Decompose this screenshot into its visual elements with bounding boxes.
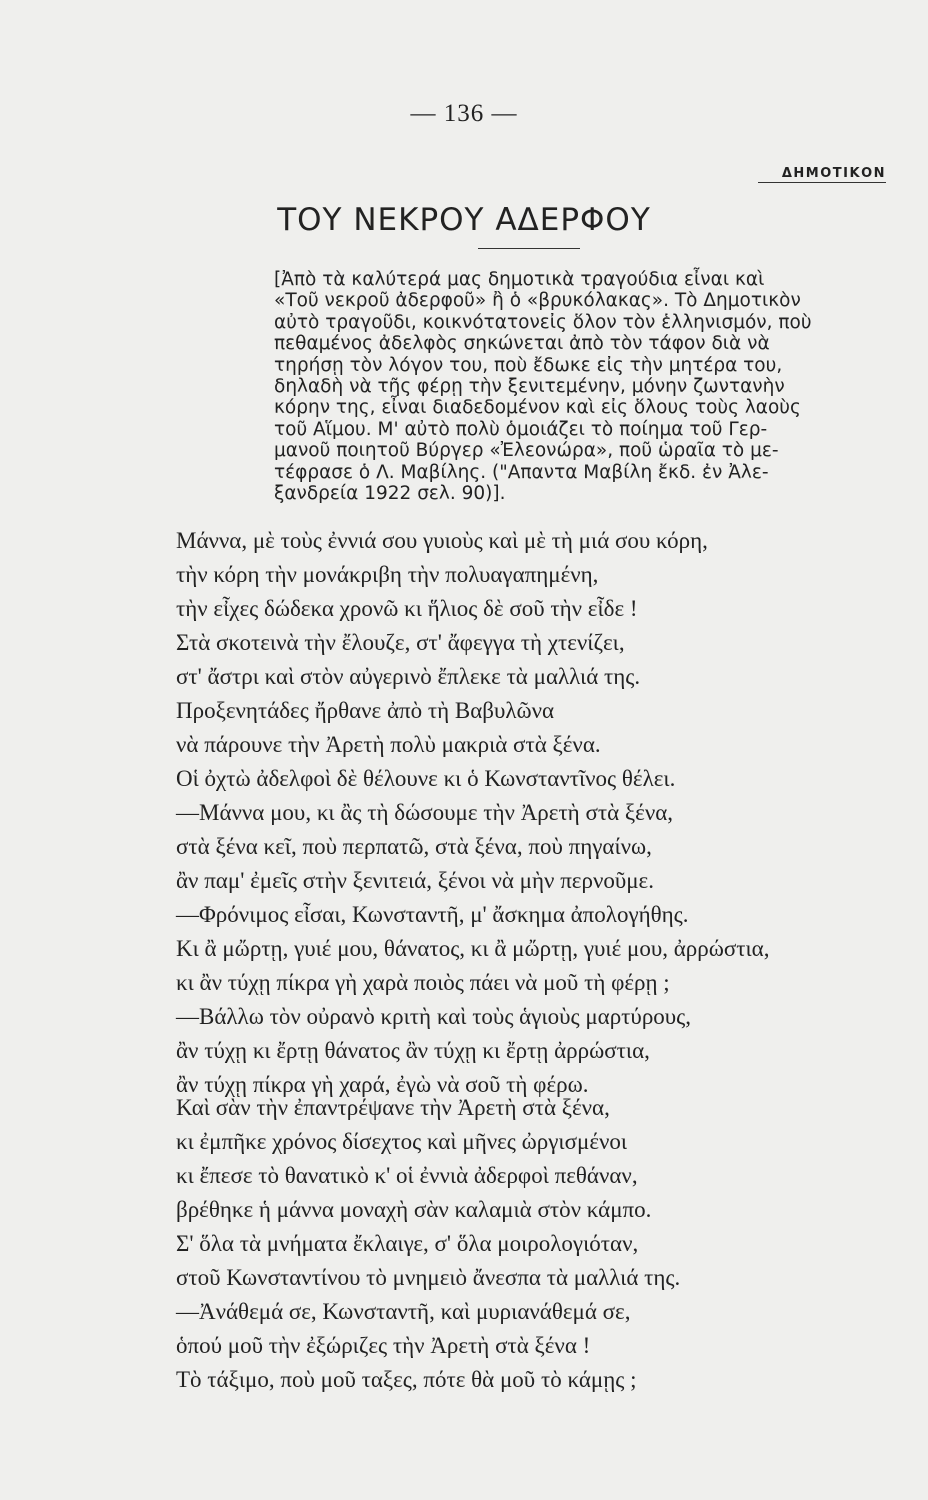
section-label: ΔΗΜΟΤΙΚΟΝ [781, 166, 886, 181]
intro-line: δηλαδὴ νὰ τῆς φέρῃ τὴν ξενιτεμένην, μόνην ζωντανὴν [274, 375, 785, 397]
verse-line: Οἱ ὀχτὼ ἀδελφοὶ δὲ θέλουνε κι ὁ Κωνσταντῖνος θέλει. [176, 766, 676, 791]
verse-line: Καὶ σὰν τὴν ἐπαντρέψανε τὴν Ἀρετὴ στὰ ξένα, [176, 1095, 610, 1120]
intro-line: «Τοῦ νεκροῦ ἀδερφοῦ» ἢ ὁ «βρυκόλακας». Τὸ Δημοτικὸν [274, 290, 801, 312]
verse-line: Μάννα, μὲ τοὺς ἐννιά σου γυιοὺς καὶ μὲ τὴ μιά σου κόρη, [176, 528, 708, 553]
verse-line: ὁπού μοῦ τὴν ἐξώριζες τὴν Ἀρετὴ στὰ ξένα ! [176, 1333, 591, 1358]
intro-line: τοῦ Αἵμου. Μ' αὐτὸ πολὺ ὁμοιάζει τὸ ποίημα τοῦ Γερ- [274, 418, 768, 440]
poem-title: ΤΟΥ ΝΕΚΡΟΥ ΑΔΕΡΦΟΥ [277, 202, 651, 238]
verse-line: ἂν τύχῃ πίκρα γὴ χαρά, ἐγὼ νὰ σοῦ τὴ φέρω. [176, 1072, 589, 1097]
intro-note [274, 269, 888, 504]
title-underline [478, 248, 580, 249]
intro-line: κόρην της, εἶναι διαδεδομένον καὶ εἰς ὅλους τοὺς λαοὺς [274, 397, 801, 419]
verse-line: τὴν εἶχες δώδεκα χρονῶ κι ἥλιος δὲ σοῦ τὴν εἶδε ! [176, 596, 638, 621]
verse-line: βρέθηκε ἡ μάννα μοναχὴ σὰν καλαμιὰ στὸν κάμπο. [176, 1197, 652, 1222]
verse-line: Στὰ σκοτεινὰ τὴν ἔλουζε, στ' ἄφεγγα τὴ χτενίζει, [176, 630, 625, 655]
intro-line: τέφρασε ὁ Λ. Μαβίλης. ("Απαντα Μαβίλη ἔκδ. ἐν Ἀλε- [274, 461, 769, 483]
verse-line: στοῦ Κωνσταντίνου τὸ μνημειὸ ἄνεσπα τὰ μαλλιά της. [176, 1265, 681, 1290]
verse-line: Τὸ τάξιμο, ποὺ μοῦ ταξες, πότε θὰ μοῦ τὸ κάμῃς ; [176, 1367, 637, 1392]
verse-line: —Ἀνάθεμά σε, Κωνσταντῆ, καὶ μυριανάθεμά σε, [176, 1299, 631, 1324]
intro-line: [Ἀπὸ τὰ καλύτερά μας δημοτικὰ τραγούδια εἶναι καὶ [274, 269, 765, 290]
verse-line: νὰ πάρουνε τὴν Ἀρετὴ πολὺ μακριὰ στὰ ξένα. [176, 732, 601, 757]
verse-line: Σ' ὅλα τὰ μνήματα ἔκλαιγε, σ' ὅλα μοιρολογιόταν, [176, 1231, 639, 1256]
verse-line: —Βάλλω τὸν οὐρανὸ κριτὴ καὶ τοὺς ἁγιοὺς μαρτύρους, [176, 1004, 692, 1029]
verse-line: Κι ἂ μὤρτῃ, γυιέ μου, θάνατος, κι ἂ μὤρτῃ, γυιέ μου, ἀρρώστια, [176, 936, 770, 961]
intro-line: αὐτὸ τραγοῦδι, κοικνότατονεἰς ὅλον τὸν ἑλληνισμόν, ποὺ [274, 311, 812, 333]
verse-line: κι ἂν τύχῃ πίκρα γὴ χαρὰ ποιὸς πάει νὰ μοῦ τὴ φέρῃ ; [176, 970, 670, 995]
verse-line: ἂν παμ' ἐμεῖς στὴν ξενιτειά, ξένοι νὰ μὴν περνοῦμε. [176, 868, 654, 893]
section-label-underline [758, 182, 886, 183]
verse-line: ἂν τύχῃ κι ἔρτῃ θάνατος ἂν τύχῃ κι ἔρτῃ ἀρρώστια, [176, 1038, 650, 1063]
intro-line: πεθαμένος ἀδελφὸς σηκώνεται ἀπὸ τὸν τάφον διὰ νὰ [274, 333, 770, 355]
verse-line: τὴν κόρη τὴν μονάκριβη τὴν πολυαγαπημένη, [176, 562, 599, 587]
verse-line: —Μάννα μου, κι ἂς τὴ δώσουμε τὴν Ἀρετὴ στὰ ξένα, [176, 800, 674, 825]
stanza-1 [176, 524, 896, 1102]
verse-line: στὰ ξένα κεῖ, ποὺ περπατῶ, στὰ ξένα, ποὺ πηγαίνω, [176, 834, 652, 859]
verse-line: —Φρόνιμος εἶσαι, Κωνσταντῆ, μ' ἄσκημα ἀπολογήθης. [176, 902, 689, 927]
verse-line: κι ἐμπῆκε χρόνος δίσεχτος καὶ μῆνες ὠργισμένοι [176, 1129, 628, 1154]
intro-line: ξανδρεία 1922 σελ. 90)]. [274, 482, 506, 504]
verse-line: στ' ἄστρι καὶ στὸν αὐγερινὸ ἔπλεκε τὰ μαλλιά της. [176, 664, 641, 689]
intro-line: μανοῦ ποιητοῦ Βύργερ «Ἐλεονώρα», ποῦ ὡραῖα τὸ με- [274, 440, 779, 462]
page-number: — 136 — [410, 100, 518, 127]
stanza-2 [176, 1091, 896, 1397]
verse-line: κι ἔπεσε τὸ θανατικὸ κ' οἱ ἐννιὰ ἀδερφοὶ πεθάναν, [176, 1163, 638, 1188]
verse-line: Προξενητάδες ἤρθανε ἀπὸ τὴ Βαβυλῶνα [176, 698, 555, 723]
intro-line: τηρήσῃ τὸν λόγον του, ποὺ ἔδωκε εἰς τὴν μητέρα του, [274, 354, 783, 376]
